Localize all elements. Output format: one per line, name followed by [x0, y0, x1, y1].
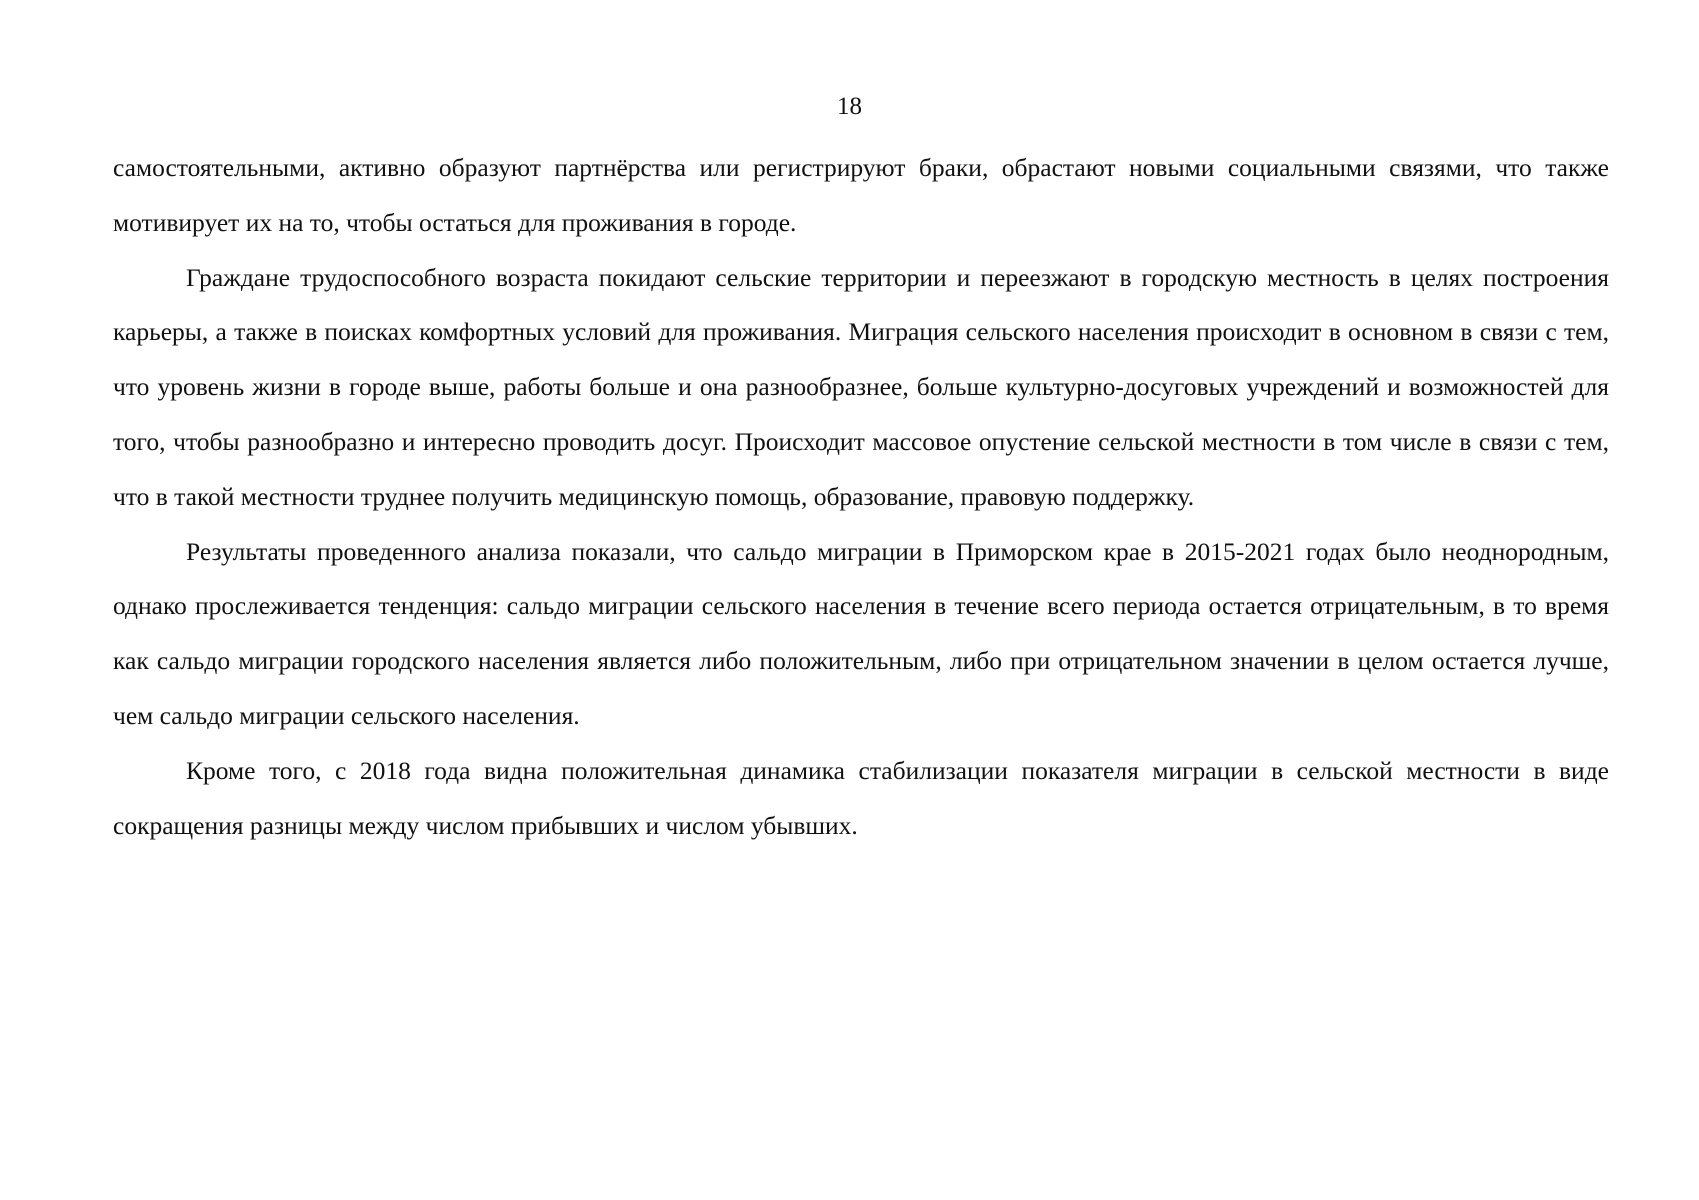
paragraph-analysis-results: Результаты проведенного анализа показали, что сальдо миграции в Приморском крае в 2015-2021 годах было неоднородным, однако прослеживается тенденция: сальдо миграции сельского населения в течение всего периода остается отрицательным, в то время как сальдо миграции городского населения является либо положительным, либо при отрицательном значении в целом остается лучше, чем сальдо миграции сельского населения. — [113, 536, 1609, 730]
paragraph-continuation: самостоятельными, активно образуют партнёрства или регистрируют браки, обрастают новыми социальными связями, что также мотивирует их на то, чтобы остаться для проживания в городе. — [113, 153, 1609, 237]
body-text — [113, 141, 1609, 853]
paragraph-migration-reasons: Граждане трудоспособного возраста покидают сельские территории и переезжают в городскую местность в целях построения карьеры, а также в поисках комфортных условий для проживания. Миграция сельского населения происходит в основном в связи с тем, что уровень жизни в городе выше, работы больше и она разнообразнее, больше культурно-досуговых учреждений и возможностей для того, чтобы разнообразно и интересно проводить досуг. Происходит массовое опустение сельской местности в том числе в связи с тем, что в такой местности труднее получить медицинскую помощь, образование, правовую поддержку. — [113, 262, 1609, 511]
paragraph-positive-dynamics: Кроме того, с 2018 года видна положительная динамика стабилизации показателя миграции в сельской местности в виде сокращения разницы между числом прибывших и числом убывших. — [113, 755, 1609, 840]
page-number: 18 — [837, 93, 862, 120]
